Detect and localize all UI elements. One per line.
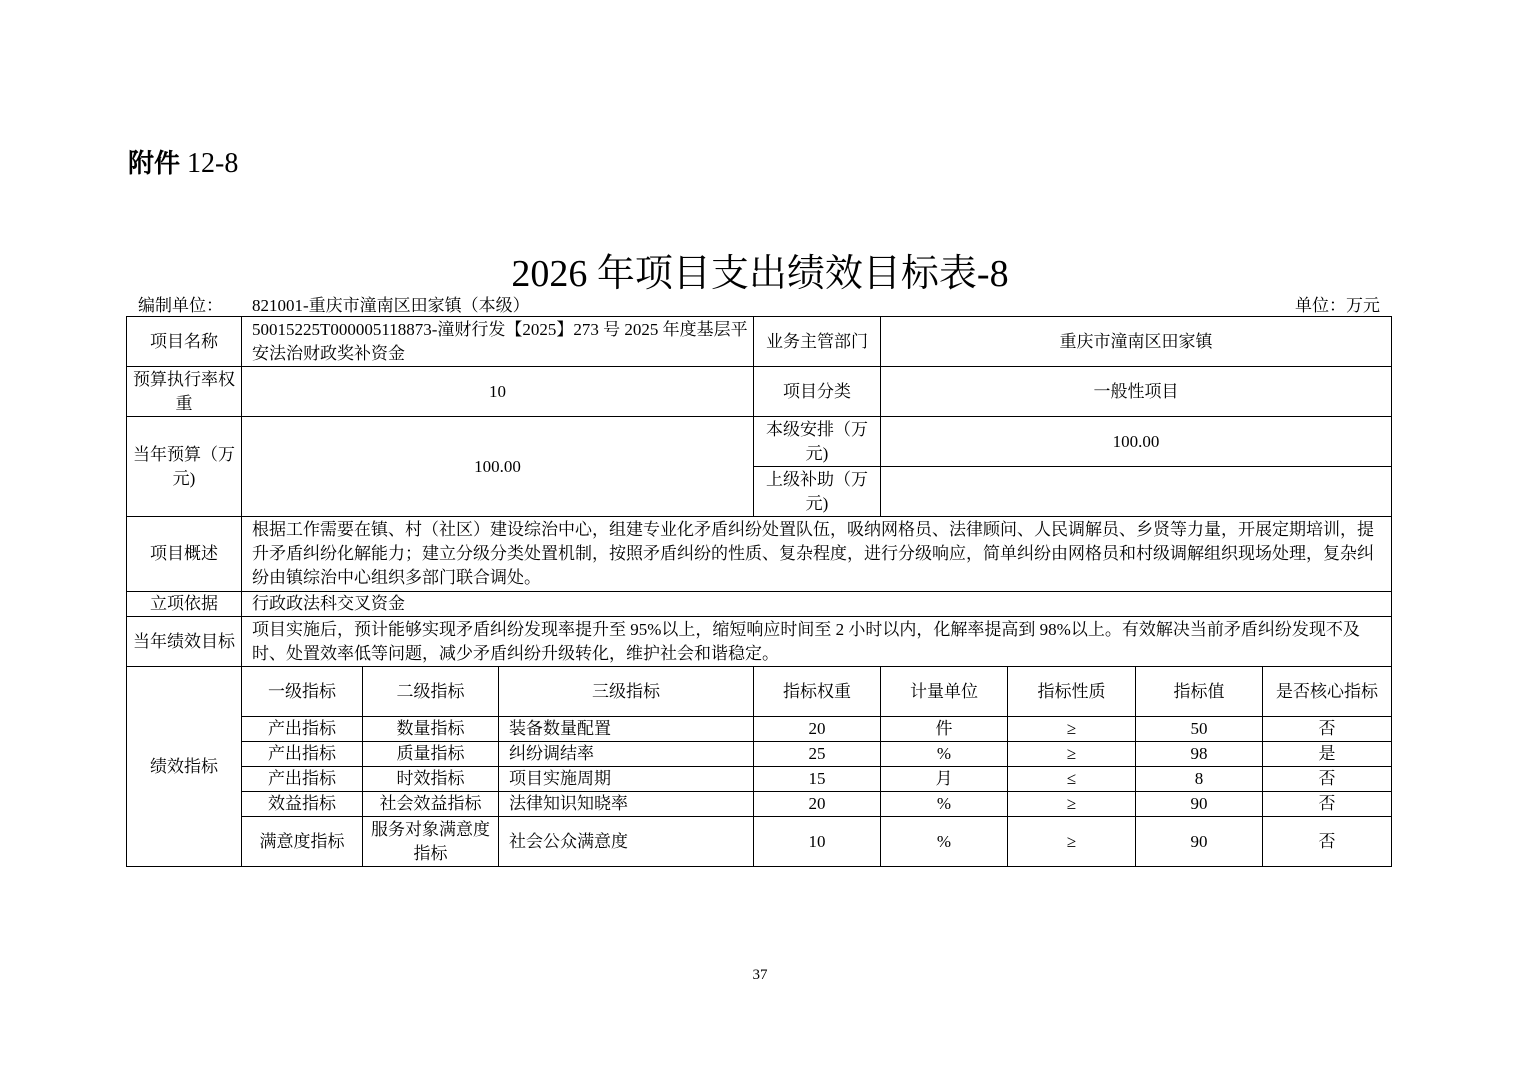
local-label: 本级安排（万元) bbox=[754, 417, 881, 467]
upper-label: 上级补助（万元) bbox=[754, 467, 881, 517]
table-row bbox=[127, 792, 1392, 817]
perf-cell: 90 bbox=[1136, 792, 1263, 817]
perf-cell: 产出指标 bbox=[242, 717, 363, 742]
perf-cell: 效益指标 bbox=[242, 792, 363, 817]
goal-label: 当年绩效目标 bbox=[127, 617, 242, 667]
table-row bbox=[127, 742, 1392, 767]
perf-cell: 法律知识知晓率 bbox=[499, 792, 754, 817]
perf-cell: 15 bbox=[754, 767, 881, 792]
basis-value: 行政政法科交叉资金 bbox=[242, 592, 1392, 617]
perf-cell: 产出指标 bbox=[242, 767, 363, 792]
perf-label: 绩效指标 bbox=[127, 667, 242, 867]
page-title: 2026 年项目支出绩效目标表-8 bbox=[511, 253, 1009, 295]
perf-cell: 项目实施周期 bbox=[499, 767, 754, 792]
perf-header: 指标权重 bbox=[754, 667, 881, 717]
perf-cell: 是 bbox=[1263, 742, 1392, 767]
perf-cell: ≥ bbox=[1008, 817, 1136, 867]
perf-cell: 50 bbox=[1136, 717, 1263, 742]
overview-label: 项目概述 bbox=[127, 517, 242, 592]
perf-cell: 数量指标 bbox=[363, 717, 499, 742]
perf-cell: ≤ bbox=[1008, 767, 1136, 792]
perf-cell: 纠纷调结率 bbox=[499, 742, 754, 767]
overview-value: 根据工作需要在镇、村（社区）建设综治中心，组建专业化矛盾纠纷处置队伍，吸纳网格员、法律顾问、人民调解员、乡贤等力量，开展定期培训，提升矛盾纠纷化解能力；建立分级分类处置机制，按照矛盾纠纷的性质、复杂程度，进行分级响应，简单纠纷由网格员和村级调解组织现场处理，复杂纠纷由镇综治中心组织多部门联合调处。 bbox=[242, 517, 1392, 592]
perf-cell: 否 bbox=[1263, 817, 1392, 867]
perf-cell: 满意度指标 bbox=[242, 817, 363, 867]
perf-cell: ≥ bbox=[1008, 792, 1136, 817]
attachment-label bbox=[128, 143, 238, 180]
perf-header: 指标性质 bbox=[1008, 667, 1136, 717]
table-row bbox=[127, 767, 1392, 792]
table-row bbox=[127, 817, 1392, 867]
perf-header: 一级指标 bbox=[242, 667, 363, 717]
basis-label: 立项依据 bbox=[127, 592, 242, 617]
project-name-value: 50015225T000005118873-潼财行发【2025】273 号 2025 年度基层平安法治财政奖补资金 bbox=[242, 317, 754, 367]
project-name-label: 项目名称 bbox=[127, 317, 242, 367]
perf-cell: ≥ bbox=[1008, 742, 1136, 767]
category-label: 项目分类 bbox=[754, 367, 881, 417]
exec-rate-value: 10 bbox=[242, 367, 754, 417]
perf-cell: 社会公众满意度 bbox=[499, 817, 754, 867]
budget-value: 100.00 bbox=[242, 417, 754, 517]
perf-header: 二级指标 bbox=[363, 667, 499, 717]
perf-cell: 否 bbox=[1263, 717, 1392, 742]
perf-cell: 否 bbox=[1263, 792, 1392, 817]
perf-cell: ≥ bbox=[1008, 717, 1136, 742]
budget-label: 当年预算（万元) bbox=[127, 417, 242, 517]
compile-unit-label: 编制单位： bbox=[138, 296, 223, 315]
page-number: 37 bbox=[752, 967, 768, 983]
perf-cell: 时效指标 bbox=[363, 767, 499, 792]
perf-cell: 社会效益指标 bbox=[363, 792, 499, 817]
perf-cell: 否 bbox=[1263, 767, 1392, 792]
perf-header: 三级指标 bbox=[499, 667, 754, 717]
perf-cell: 25 bbox=[754, 742, 881, 767]
goal-value: 项目实施后，预计能够实现矛盾纠纷发现率提升至 95%以上，缩短响应时间至 2 小时以内，化解率提高到 98%以上。有效解决当前矛盾纠纷发现不及时、处置效率低等问题，减少矛盾纠纷升级转化，维护社会和谐稳定。 bbox=[242, 617, 1392, 667]
perf-cell: % bbox=[881, 792, 1008, 817]
dept-label: 业务主管部门 bbox=[754, 317, 881, 367]
perf-cell: 质量指标 bbox=[363, 742, 499, 767]
exec-rate-label: 预算执行率权重 bbox=[127, 367, 242, 417]
perf-header: 是否核心指标 bbox=[1263, 667, 1392, 717]
perf-cell: 20 bbox=[754, 717, 881, 742]
unit-label: 单位：万元 bbox=[1295, 296, 1380, 315]
category-value: 一般性项目 bbox=[881, 367, 1392, 417]
table-row bbox=[127, 717, 1392, 742]
perf-cell: 件 bbox=[881, 717, 1008, 742]
perf-header: 指标值 bbox=[1136, 667, 1263, 717]
upper-value bbox=[881, 467, 1392, 517]
perf-header: 计量单位 bbox=[881, 667, 1008, 717]
perf-cell: 装备数量配置 bbox=[499, 717, 754, 742]
perf-cell: 服务对象满意度指标 bbox=[363, 817, 499, 867]
perf-cell: 产出指标 bbox=[242, 742, 363, 767]
perf-cell: 月 bbox=[881, 767, 1008, 792]
local-value: 100.00 bbox=[881, 417, 1392, 467]
perf-cell: 98 bbox=[1136, 742, 1263, 767]
perf-cell: 20 bbox=[754, 792, 881, 817]
perf-cell: 10 bbox=[754, 817, 881, 867]
attachment-prefix: 附件 bbox=[128, 149, 181, 179]
perf-cell: 90 bbox=[1136, 817, 1263, 867]
attachment-number: 12-8 bbox=[187, 148, 239, 179]
perf-cell: % bbox=[881, 817, 1008, 867]
performance-table bbox=[126, 316, 1392, 867]
dept-value: 重庆市潼南区田家镇 bbox=[881, 317, 1392, 367]
compile-unit-value: 821001-重庆市潼南区田家镇（本级） bbox=[252, 296, 530, 315]
perf-cell: % bbox=[881, 742, 1008, 767]
perf-cell: 8 bbox=[1136, 767, 1263, 792]
